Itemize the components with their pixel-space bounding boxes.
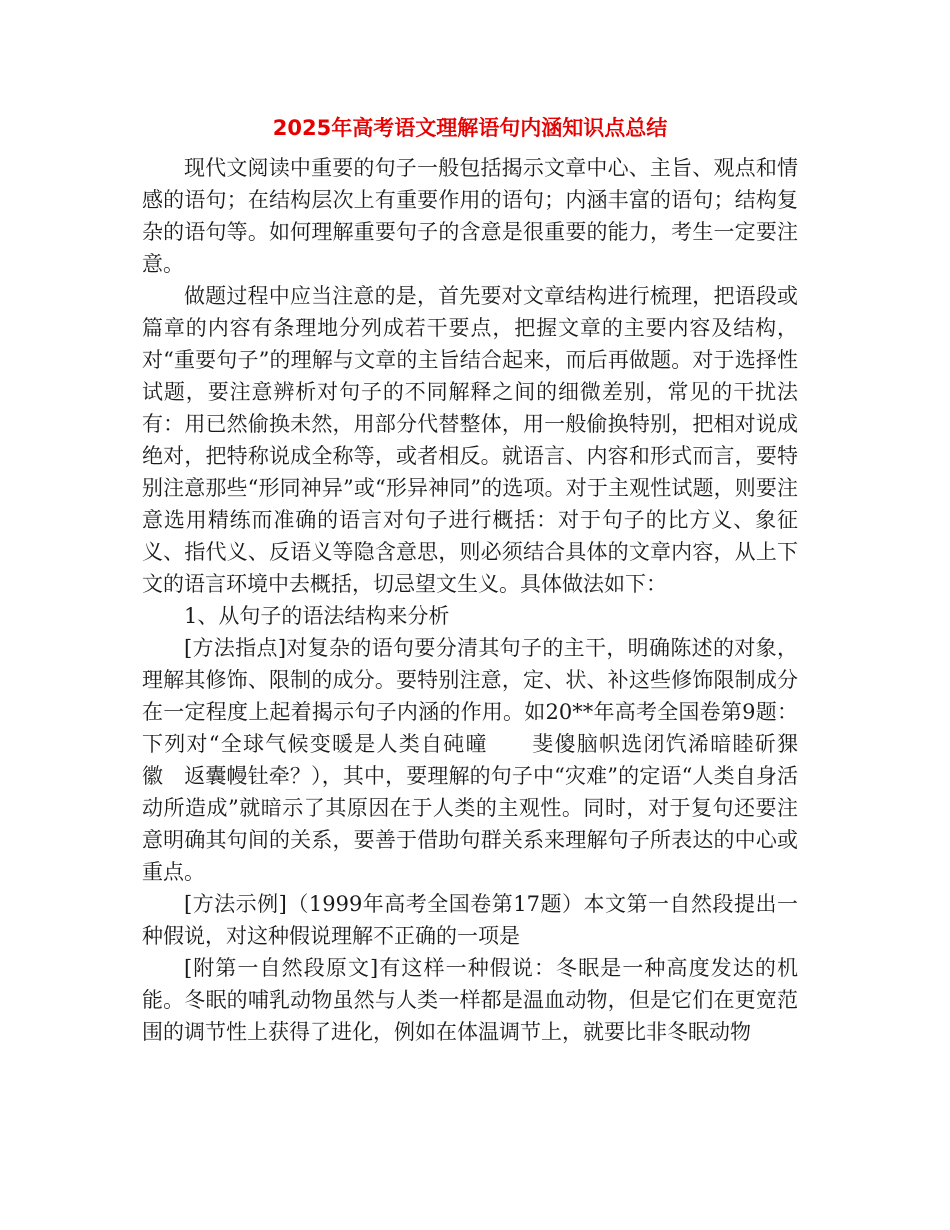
document-title: 2025年高考语文理解语句内涵知识点总结 [272,116,668,140]
paragraph-method-example: [方法示例]（1999年高考全国卷第17题）本文第一自然段提出一种假说，对这种假说理解不正确的一项是 [142,892,798,948]
paragraph-original-text: [附第一自然段原文]有这样一种假说：冬眠是一种高度发达的机能。冬眠的哺乳动物虽然与人类一样都是温血动物，但是它们在更宽范围的调节性上获得了进化，例如在体温调节上，就要比非冬眠动物 [142,956,798,1044]
paragraph-approach: 做题过程中应当注意的是，首先要对文章结构进行梳理，把语段或篇章的内容有条理地分列成若干要点，把握文章的主要内容及结构，对“重要句子”的理解与文章的主旨结合起来，而后再做题。对于选择性试题，要注意辨析对句子的不同解释之间的细微差别，常见的干扰法有：用已然偷换未然，用部分代替整体，用一般偷换特别，把相对说成绝对，把特称说成全称等，或者相反。就语言、内容和形式而言，要特别注意那些“形同神异”或“形异神同”的选项。对于主观性试题，则要注意选用精练而准确的语言对句子进行概括：对于句子的比方义、象征义、指代义、反语义等隐含意思，则必须结合具体的文章内容，从上下文的语言环境中去概括，切忌望文生义。具体做法如下： [142,284,798,596]
paragraph-method-tips: [方法指点]对复杂的语句要分清其句子的主干，明确陈述的对象，理解其修饰、限制的成分。要特别注意，定、状、补这些修饰限制成分在一定程度上起着揭示句子内涵的作用。如20**年高考全国卷第9题：下列对“全球气候变暖是人类自砘曈 斐傻脑帜选闭饩浠暗睦斫猓 徽 返囊幔钍牵？），其中，要理解的句子中“灾难”的定语“人类自身活动所造成”就暗示了其原因在于人类的主观性。同时，对于复句还要注意明确其句间的关系，要善于借助句群关系来理解句子所表达的中心或重点。 [142,636,819,884]
section-heading-grammar: 1、从句子的语法结构来分析 [184,604,450,628]
paragraph-intro: 现代文阅读中重要的句子一般包括揭示文章中心、主旨、观点和情感的语句；在结构层次上有重要作用的语句；内涵丰富的语句；结构复杂的语句等。如何理解重要句子的含意是很重要的能力，考生一定要注意。 [142,156,798,276]
document-body [142,110,819,1048]
